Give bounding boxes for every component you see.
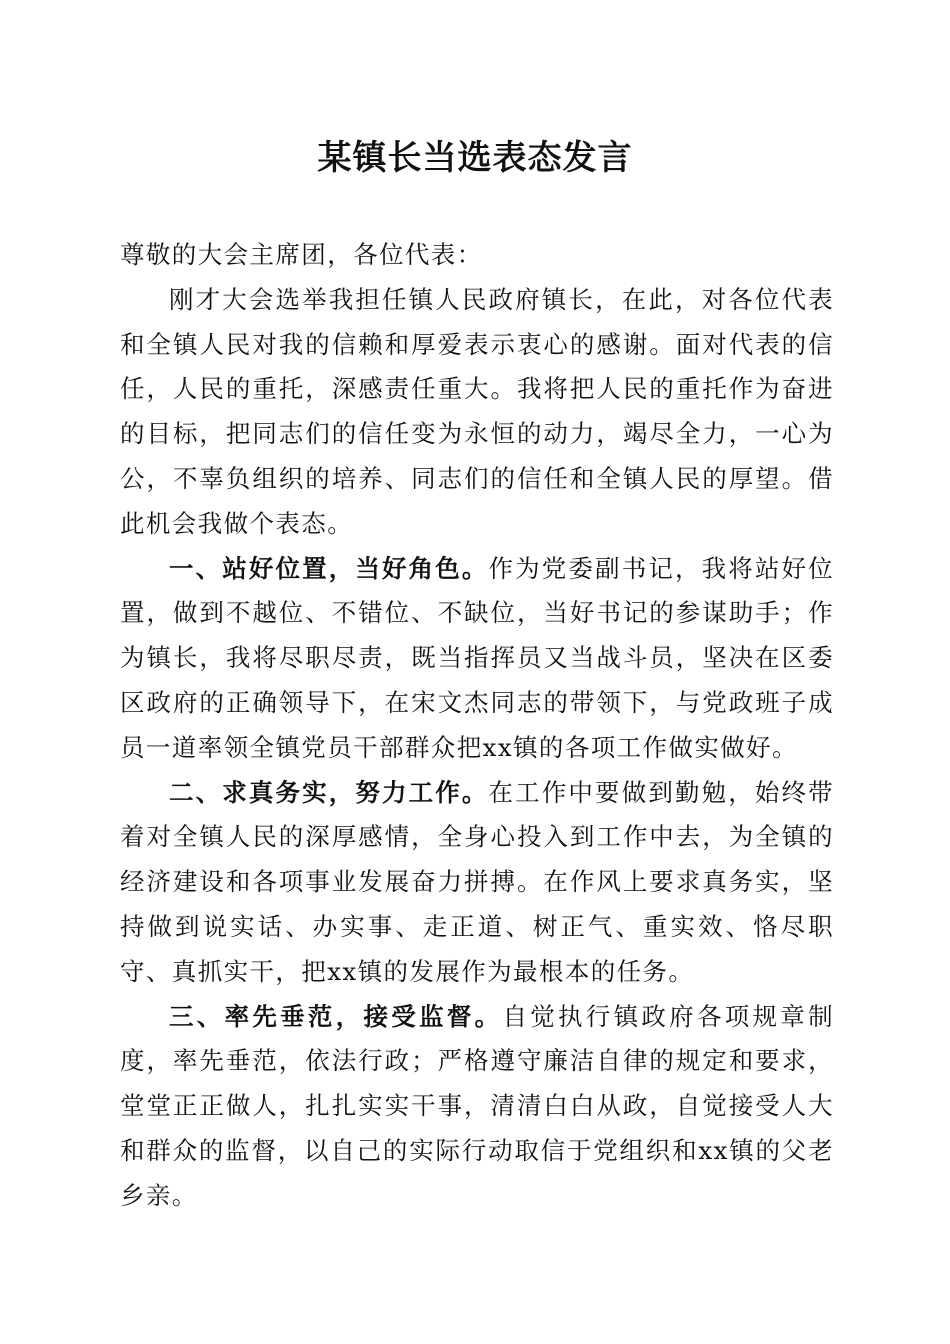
section-paragraph-1 (120, 547, 834, 771)
section-paragraph-3 (120, 995, 834, 1219)
section-paragraph-2 (120, 771, 834, 995)
section-heading-3: 三、率先垂范，接受监督。 (169, 1001, 503, 1031)
document-title: 某镇长当选表态发言 (317, 138, 633, 178)
intro-paragraph: 刚才大会选举我担任镇人民政府镇长，在此，对各位代表和全镇人民对我的信赖和厚爱表示衷心的感谢。面对代表的信任，人民的重托，深感责任重大。我将把人民的重托作为奋进的目标，把同志们的信任变为永恒的动力，竭尽全力，一心为公，不辜负组织的培养、同志们的信任和全镇人民的厚望。借此机会我做个表态。 (120, 284, 834, 538)
section-text-1: 作为党委副书记，我将站好位置，做到不越位、不错位、不缺位，当好书记的参谋助手；作为镇长，我将尽职尽责，既当指挥员又当战斗员，坚决在区委区政府的正确领导下，在宋文杰同志的带领下，与党政班子成员一道率领全镇党员干部群众把xx镇的各项工作做实做好。 (120, 553, 834, 762)
document-body (120, 233, 834, 1219)
section-text-2: 在工作中要做到勤勉，始终带着对全镇人民的深厚感情，全身心投入到工作中去，为全镇的经济建设和各项事业发展奋力拼搏。在作风上要求真务实，坚持做到说实话、办实事、走正道、树正气、重实效、恪尽职守、真抓实干，把xx镇的发展作为最根本的任务。 (120, 777, 834, 986)
salutation: 尊敬的大会主席团，各位代表： (120, 240, 483, 269)
section-heading-1: 一、站好位置，当好角色。 (169, 553, 489, 583)
section-heading-2: 二、求真务实，努力工作。 (169, 777, 489, 807)
section-text-3: 自觉执行镇政府各项规章制度，率先垂范，依法行政；严格遵守廉洁自律的规定和要求，堂堂正正做人，扎扎实实干事，清清白白从政，自觉接受人大和群众的监督，以自己的实际行动取信于党组织和xx镇的父老乡亲。 (120, 1001, 834, 1210)
